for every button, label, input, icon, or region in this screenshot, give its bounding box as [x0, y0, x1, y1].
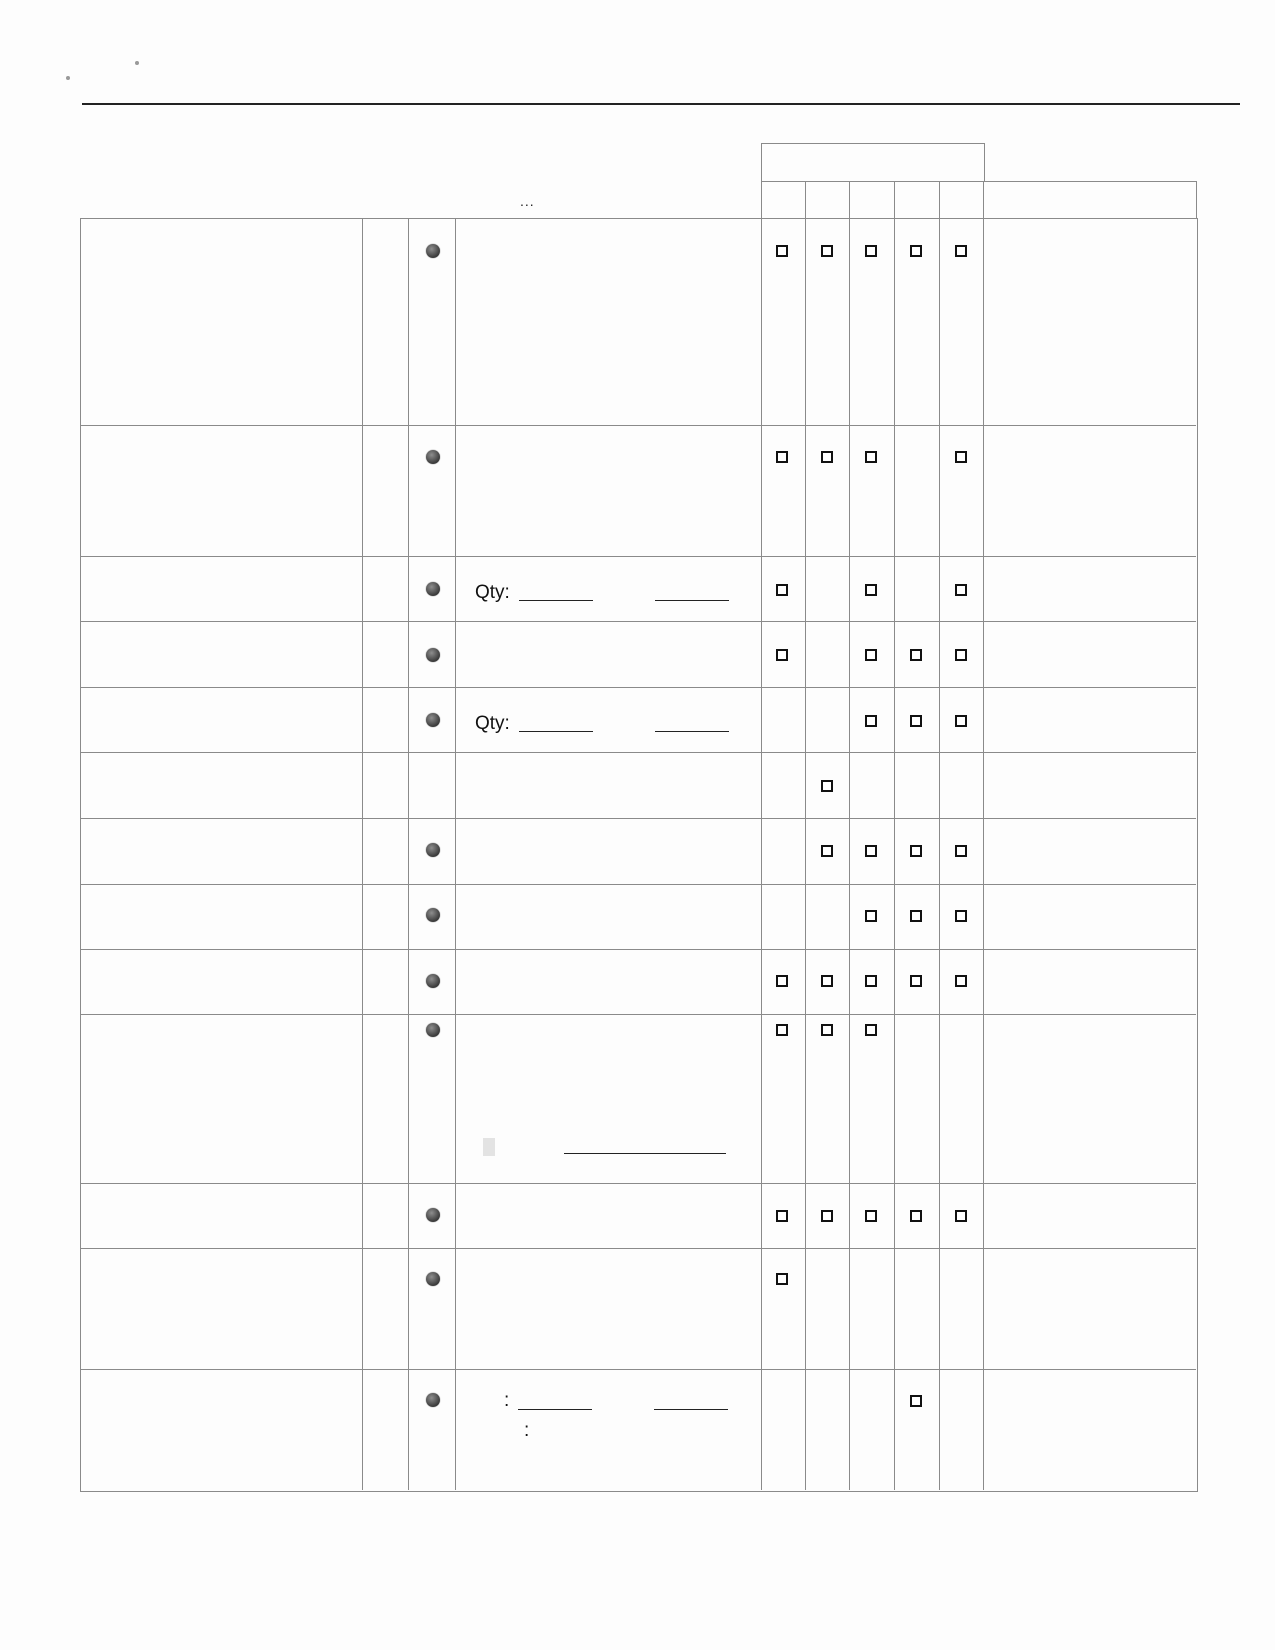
checkbox[interactable]: [865, 910, 877, 922]
checkbox[interactable]: [955, 584, 967, 596]
checkbox[interactable]: [955, 451, 967, 463]
qty-blank[interactable]: [519, 731, 593, 732]
checkbox[interactable]: [776, 1210, 788, 1222]
checkbox[interactable]: [910, 715, 922, 727]
checkbox[interactable]: [910, 1210, 922, 1222]
checkbox[interactable]: [776, 245, 788, 257]
status-dot: [426, 582, 440, 596]
checkbox[interactable]: [776, 1273, 788, 1285]
checkbox[interactable]: [776, 649, 788, 661]
header-rule: [82, 103, 1240, 105]
checkbox[interactable]: [776, 451, 788, 463]
row-divider: [80, 1183, 1196, 1184]
checkbox[interactable]: [865, 1210, 877, 1222]
qty-label: Qty:: [475, 713, 510, 734]
status-dot: [426, 974, 440, 988]
scan-speck: [66, 76, 70, 80]
row-divider: [80, 949, 1196, 950]
checkbox[interactable]: [910, 910, 922, 922]
qty-blank-2[interactable]: [655, 731, 729, 732]
field-blank-2[interactable]: [654, 1409, 728, 1410]
col-divider: [761, 181, 762, 1490]
checkbox[interactable]: [821, 975, 833, 987]
checkbox[interactable]: [910, 245, 922, 257]
status-dot: [426, 244, 440, 258]
field-colon: :: [524, 1420, 530, 1441]
checkbox[interactable]: [955, 649, 967, 661]
faint-checkbox: [483, 1138, 495, 1156]
checkbox[interactable]: [865, 845, 877, 857]
status-dot: [426, 648, 440, 662]
entry-blank[interactable]: [564, 1153, 726, 1154]
status-dot: [426, 450, 440, 464]
checkbox[interactable]: [865, 975, 877, 987]
field-blank[interactable]: [518, 1409, 592, 1410]
checkbox[interactable]: [955, 845, 967, 857]
col-divider: [849, 181, 850, 1490]
checkbox[interactable]: [865, 1024, 877, 1036]
checkbox[interactable]: [821, 451, 833, 463]
checkbox[interactable]: [955, 1210, 967, 1222]
header-ellipsis: ...: [520, 193, 535, 209]
row-divider: [80, 687, 1196, 688]
status-dot: [426, 1208, 440, 1222]
checkbox[interactable]: [910, 1395, 922, 1407]
checkbox[interactable]: [865, 715, 877, 727]
qty-blank[interactable]: [519, 600, 593, 601]
checkbox[interactable]: [821, 780, 833, 792]
row-divider: [80, 818, 1196, 819]
checkbox[interactable]: [821, 245, 833, 257]
col-divider: [408, 218, 409, 1490]
checkbox[interactable]: [865, 584, 877, 596]
checkbox[interactable]: [865, 649, 877, 661]
row-divider: [80, 1248, 1196, 1249]
field-colon: :: [504, 1390, 510, 1411]
col-divider: [939, 181, 940, 1490]
checkbox[interactable]: [821, 1024, 833, 1036]
status-dot: [426, 713, 440, 727]
status-dot: [426, 1393, 440, 1407]
checkbox[interactable]: [865, 451, 877, 463]
col-divider: [894, 181, 895, 1490]
checkbox[interactable]: [955, 245, 967, 257]
row-divider: [80, 884, 1196, 885]
checkbox[interactable]: [776, 584, 788, 596]
checkbox[interactable]: [910, 649, 922, 661]
checkbox[interactable]: [776, 975, 788, 987]
col-divider: [455, 218, 456, 1490]
qty-label: Qty:: [475, 582, 510, 603]
status-dot: [426, 1272, 440, 1286]
row-divider: [80, 752, 1196, 753]
status-dot: [426, 908, 440, 922]
row-divider: [80, 621, 1196, 622]
status-dot: [426, 1023, 440, 1037]
column-header-top: [761, 181, 1197, 182]
col-divider: [362, 218, 363, 1490]
col-divider: [983, 181, 984, 1490]
checkbox[interactable]: [910, 845, 922, 857]
column-group-header: [761, 143, 985, 182]
scan-speck: [135, 61, 139, 65]
row-divider: [80, 425, 1196, 426]
col-divider: [805, 181, 806, 1490]
checkbox[interactable]: [955, 975, 967, 987]
checkbox[interactable]: [865, 245, 877, 257]
checkbox[interactable]: [776, 1024, 788, 1036]
main-table: [80, 218, 1198, 1492]
row-divider: [80, 1369, 1196, 1370]
status-dot: [426, 843, 440, 857]
qty-blank-2[interactable]: [655, 600, 729, 601]
checkbox[interactable]: [955, 910, 967, 922]
checkbox[interactable]: [821, 845, 833, 857]
checkbox[interactable]: [821, 1210, 833, 1222]
row-divider: [80, 556, 1196, 557]
column-header-divider: [1196, 181, 1197, 219]
checkbox[interactable]: [910, 975, 922, 987]
row-divider: [80, 1014, 1196, 1015]
checkbox[interactable]: [955, 715, 967, 727]
